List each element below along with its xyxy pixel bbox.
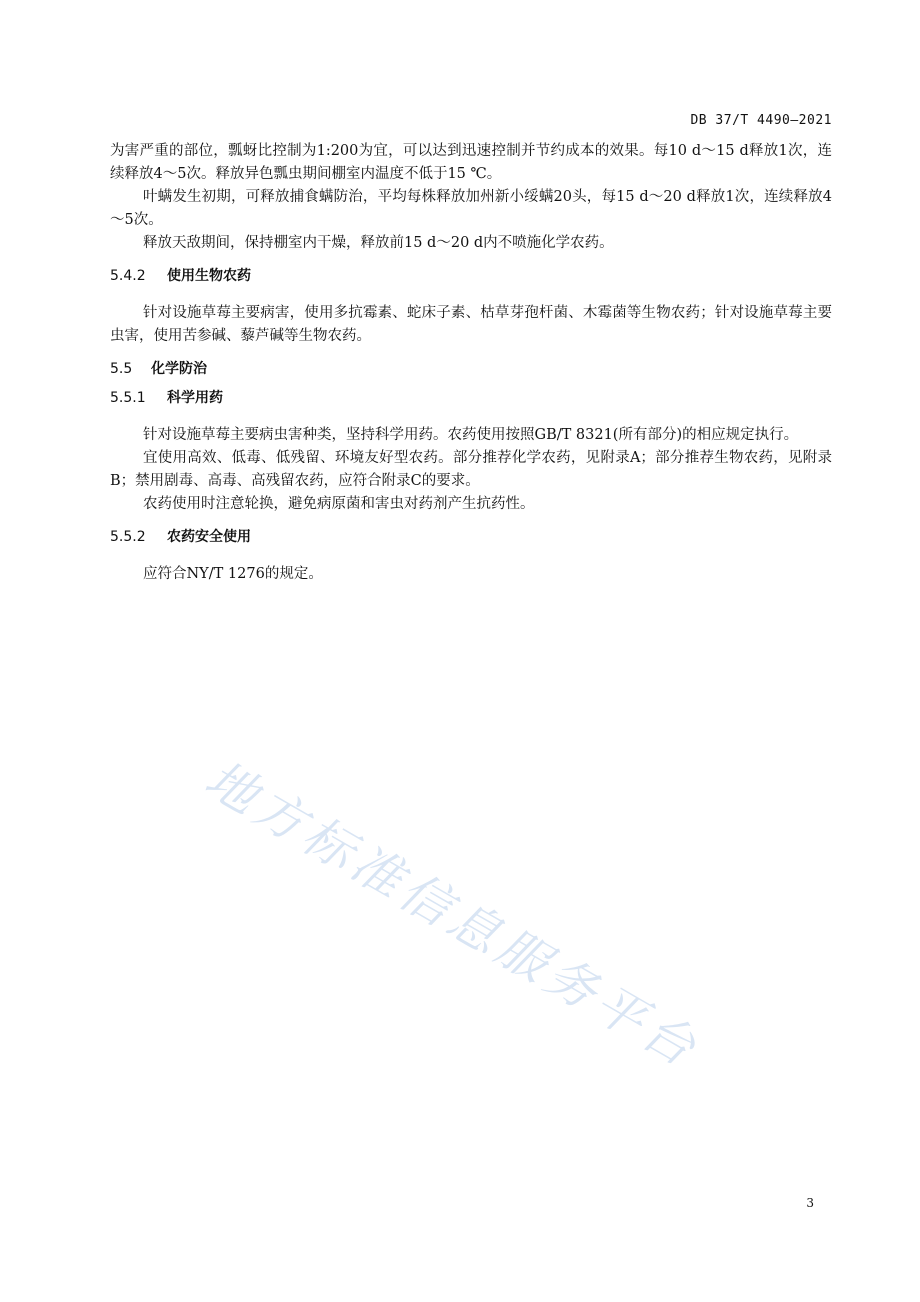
paragraph: 宜使用高效、低毒、低残留、环境友好型农药。部分推荐化学农药，见附录A；部分推荐生物农药，见附录B；禁用剧毒、高毒、高残留农药，应符合附录C的要求。 (110, 450, 832, 489)
document-body (110, 140, 832, 586)
paragraph: 应符合NY/T 1276的规定。 (143, 566, 323, 582)
paragraph: 农药使用时注意轮换，避免病原菌和害虫对药剂产生抗药性。 (143, 496, 535, 512)
section-number: 5.4.2 (110, 268, 146, 284)
section-heading-5-4-2 (110, 265, 832, 288)
section-heading-5-5-1 (110, 387, 832, 410)
section-title: 化学防治 (151, 361, 207, 377)
section-number: 5.5 (110, 361, 133, 377)
page-number: 3 (806, 1196, 814, 1210)
paragraph: 针对设施草莓主要病害，使用多抗霉素、蛇床子素、枯草芽孢杆菌、木霉菌等生物农药；针对设施草莓主要虫害，使用苦参碱、藜芦碱等生物农药。 (110, 305, 832, 344)
paragraph: 针对设施草莓主要病虫害种类，坚持科学用药。农药使用按照GB/T 8321(所有部分)的相应规定执行。 (143, 427, 799, 443)
watermark: 地方标准信息服务平台 (195, 749, 710, 1080)
section-heading-5-5-2 (110, 526, 832, 549)
paragraph: 释放天敌期间，保持棚室内干燥，释放前15 d～20 d内不喷施化学农药。 (143, 235, 614, 251)
section-title: 农药安全使用 (167, 529, 251, 545)
section-title: 科学用药 (167, 390, 223, 406)
section-number: 5.5.2 (110, 529, 146, 545)
paragraph: 叶螨发生初期，可释放捕食螨防治，平均每株释放加州新小绥螨20头，每15 d～20 d释放1次，连续释放4～5次。 (110, 189, 832, 228)
section-number: 5.5.1 (110, 390, 146, 406)
paragraph: 为害严重的部位，瓢蚜比控制为1:200为宜，可以达到迅速控制并节约成本的效果。每10 d～15 d释放1次，连续释放4～5次。释放异色瓢虫期间棚室内温度不低于15 ℃。 (110, 143, 832, 182)
section-heading-5-5 (110, 358, 832, 381)
document-code: DB 37/T 4490—2021 (690, 113, 832, 128)
section-title: 使用生物农药 (167, 268, 251, 284)
